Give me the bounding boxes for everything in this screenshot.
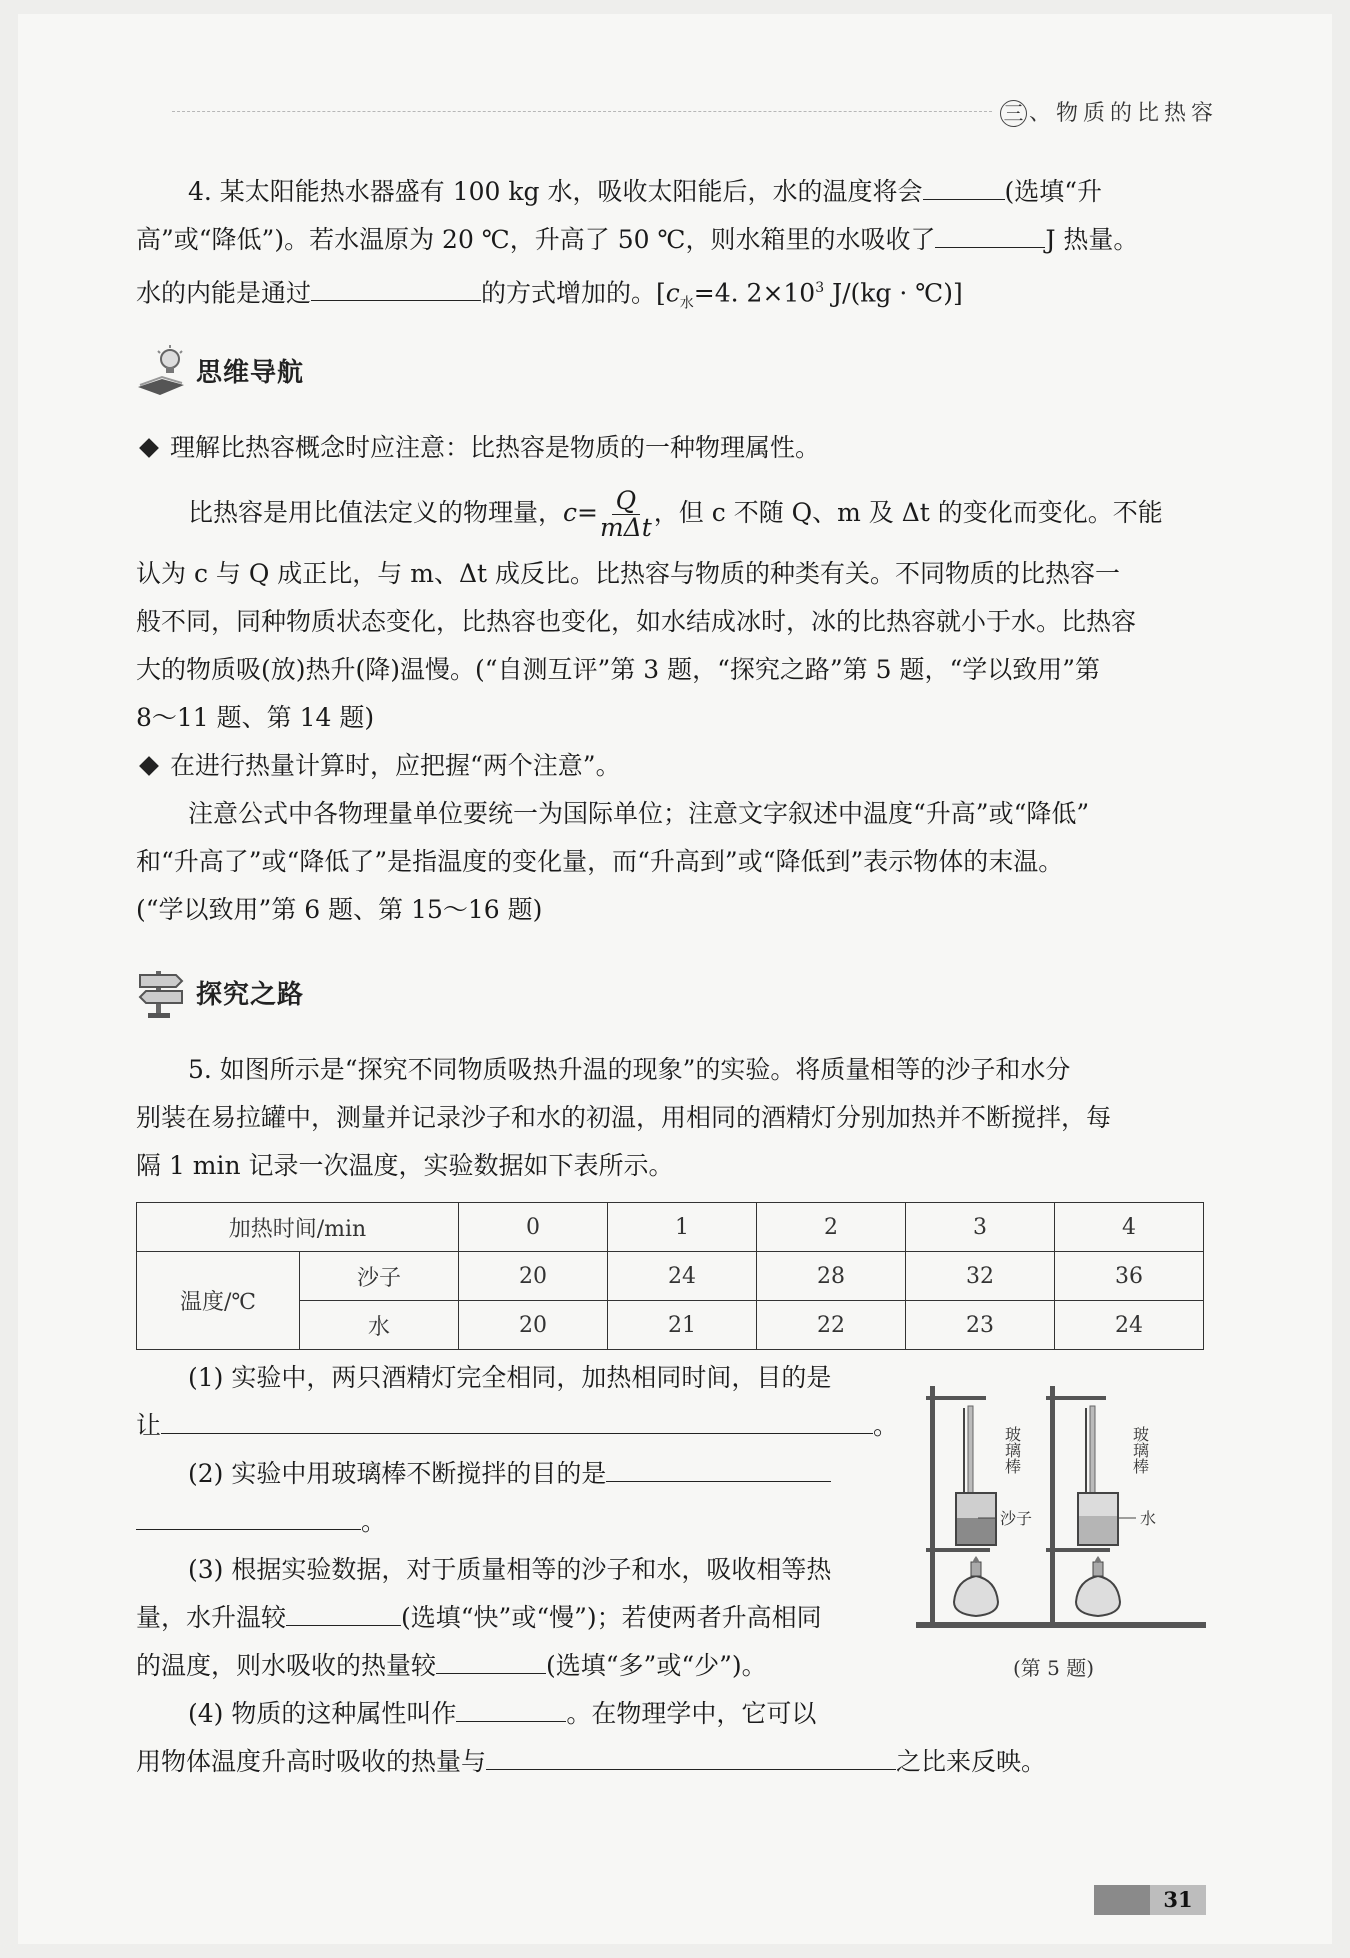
- table-cell: 23: [906, 1301, 1055, 1350]
- table-cell: 20: [459, 1252, 608, 1301]
- paragraph-line: 大的物质吸(放)热升(降)温慢。(“自测互评”第 3 题，“探究之路”第 5 题，“学以致用”第: [136, 655, 1101, 684]
- q4-line-2: 高”或“降低”)。若水温原为 20 ℃，升高了 50 ℃，则水箱里的水吸收了 J 热量。: [136, 216, 1206, 264]
- table-header-cell: 3: [906, 1203, 1055, 1252]
- section-heading-thinking: [132, 340, 304, 400]
- diamond-bullet-icon: [139, 438, 159, 458]
- q4-line-1: 4. 某太阳能热水器盛有 100 kg 水，吸收太阳能后，水的温度将会 (选填“升: [136, 168, 1206, 216]
- table-header-cell: 加热时间/min: [137, 1203, 459, 1252]
- subq-3-line-3: 的温度，则水吸收的热量较 (选填“多”或“少”)。: [136, 1642, 1206, 1690]
- section-heading-explore: [132, 962, 304, 1022]
- bullet-1: 理解比热容概念时应注意：比热容是物质的一种物理属性。: [136, 424, 1206, 472]
- table-cell: 36: [1055, 1252, 1204, 1301]
- rod-label-right: 玻璃棒: [1130, 1426, 1150, 1474]
- experiment-figure: [916, 1378, 1206, 1678]
- figure-caption: (第 5 题): [1013, 1656, 1095, 1680]
- table-cell: 21: [608, 1301, 757, 1350]
- chapter-number: 三: [1000, 100, 1027, 127]
- answer-blank[interactable]: [286, 1599, 401, 1626]
- table-row-label: 沙子: [300, 1252, 459, 1301]
- paragraph-line: 8～11 题、第 14 题): [136, 703, 375, 732]
- answer-blank[interactable]: [486, 1743, 896, 1770]
- signpost-icon: [132, 963, 190, 1021]
- formula-line: 比热容是用比值法定义的物理量，c= $\frac{Q}{\text{mΔt}}$ ，但 c 不随 Q、m 及 Δt 的变化而变化。不能: [188, 486, 1163, 542]
- rod-label-left: 玻璃棒: [1002, 1426, 1022, 1474]
- answer-blank[interactable]: [436, 1647, 546, 1674]
- subq-4-line-2: 用物体温度升高时吸收的热量与 之比来反映。: [136, 1738, 1206, 1786]
- q5-line-1: 5. 如图所示是“探究不同物质吸热升温的现象”的实验。将质量相等的沙子和水分: [188, 1055, 1071, 1084]
- table-cell: 22: [757, 1301, 906, 1350]
- q4-line-3: 水的内能是通过 的方式增加的。[$c_水=4$. $2\times 10^3$ J/(kg · ℃)]: [136, 264, 1206, 327]
- chapter-header: [1000, 96, 1218, 127]
- diamond-bullet-icon: [139, 756, 159, 776]
- right-apparatus: [1040, 1386, 1206, 1628]
- subq-4-line-1: (4) 物质的这种属性叫作 。在物理学中，它可以: [136, 1690, 1206, 1738]
- section-title: 探究之路: [196, 979, 305, 1010]
- subq-3-line-2: 量，水升温较 (选填“快”或“慢”)；若使两者升高相同: [136, 1594, 1206, 1642]
- subq-3-line-1: (3) 根据实验数据，对于质量相等的沙子和水，吸收相等热: [188, 1555, 832, 1584]
- subq-2-line-1: (2) 实验中用玻璃棒不断搅拌的目的是: [136, 1450, 1206, 1498]
- table-cell: 24: [1055, 1301, 1204, 1350]
- answer-blank[interactable]: [935, 221, 1045, 248]
- answer-blank[interactable]: [161, 1407, 873, 1434]
- table-row-label: 水: [300, 1301, 459, 1350]
- table-cell: 24: [608, 1252, 757, 1301]
- answer-blank[interactable]: [136, 1503, 361, 1530]
- table-header-cell: 4: [1055, 1203, 1204, 1252]
- data-table: [136, 1202, 1204, 1350]
- table-row-label: 温度/℃: [137, 1252, 300, 1350]
- answer-blank[interactable]: [606, 1455, 831, 1482]
- paragraph-line: 认为 c 与 Q 成正比，与 m、Δt 成反比。比热容与物质的种类有关。不同物质的比热容一: [136, 559, 1120, 588]
- left-apparatus: [916, 1386, 1056, 1628]
- page-number: 31: [1150, 1885, 1206, 1915]
- answer-blank[interactable]: [311, 274, 481, 301]
- sand-label: 沙子: [1000, 1509, 1033, 1528]
- table-row: [137, 1203, 1204, 1252]
- formula-fraction: $\frac{Q}{\text{mΔt}}$: [599, 486, 652, 542]
- water-label: 水: [1140, 1509, 1157, 1528]
- table-header-cell: 0: [459, 1203, 608, 1252]
- section-title: 思维导航: [196, 357, 305, 388]
- subq-1-line-2: 让 。: [136, 1402, 1206, 1450]
- table-header-cell: 2: [757, 1203, 906, 1252]
- table-cell: 28: [757, 1252, 906, 1301]
- header-divider: [172, 111, 992, 112]
- paragraph-line: (“学以致用”第 6 题、第 15～16 题): [136, 895, 543, 924]
- table-cell: 32: [906, 1252, 1055, 1301]
- table-row: [137, 1252, 1204, 1301]
- table-header-cell: 1: [608, 1203, 757, 1252]
- answer-blank[interactable]: [456, 1695, 566, 1722]
- subq-1-line-1: (1) 实验中，两只酒精灯完全相同，加热相同时间，目的是: [188, 1363, 832, 1392]
- paragraph-line: 和“升高了”或“降低了”是指温度的变化量，而“升高到”或“降低到”表示物体的末温。: [136, 847, 1064, 876]
- lightbulb-book-icon: [132, 341, 190, 399]
- table-cell: 20: [459, 1301, 608, 1350]
- q5-line-2: 别装在易拉罐中，测量并记录沙子和水的初温，用相同的酒精灯分别加热并不断搅拌，每: [136, 1103, 1112, 1132]
- subq-2-line-2: 。: [136, 1498, 1206, 1546]
- paragraph-line: 注意公式中各物理量单位要统一为国际单位；注意文字叙述中温度“升高”或“降低”: [188, 799, 1090, 828]
- chapter-title: 、物质的比热容: [1029, 101, 1219, 126]
- answer-blank[interactable]: [923, 173, 1005, 200]
- q5-line-3: 隔 1 min 记录一次温度，实验数据如下表所示。: [136, 1151, 674, 1180]
- bullet-2: 在进行热量计算时，应把握“两个注意”。: [136, 742, 1206, 790]
- paragraph-line: 般不同，同种物质状态变化，比热容也变化，如水结成冰时，冰的比热容就小于水。比热容: [136, 607, 1137, 636]
